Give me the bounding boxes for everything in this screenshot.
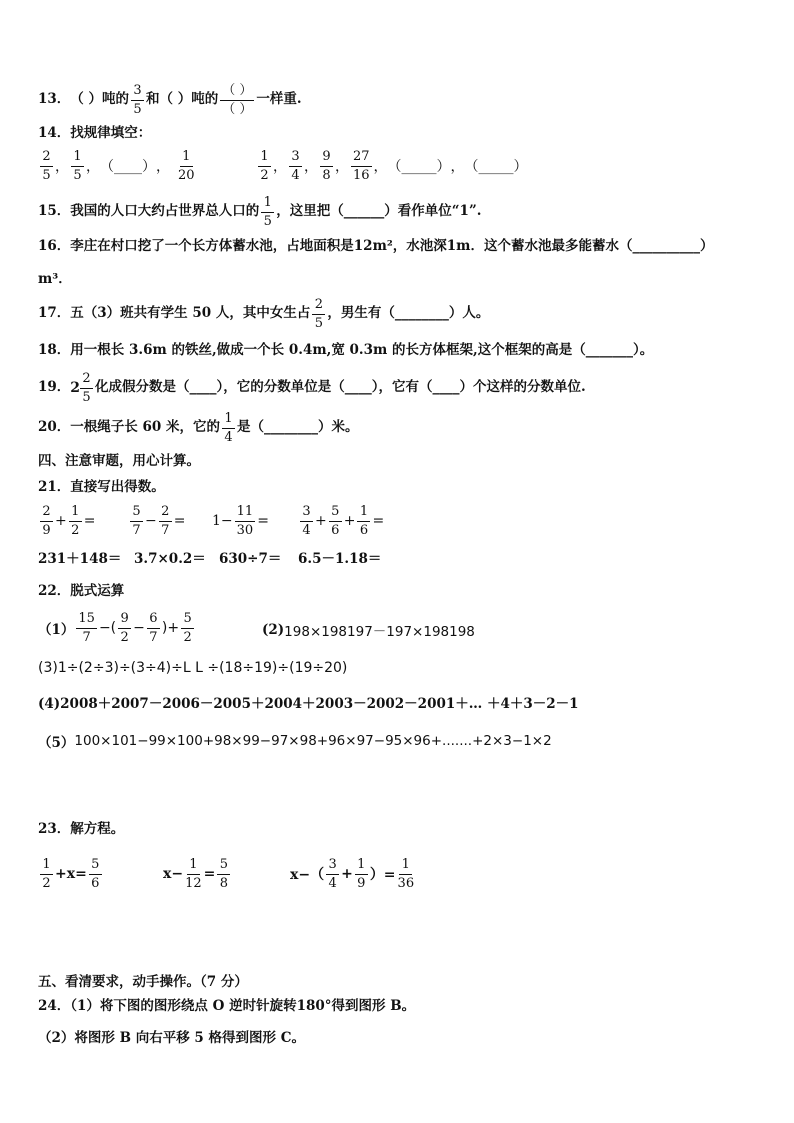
q21e1-op: + [55,513,67,530]
q22p1-frac-d: $\frac{5}{2}$ [181,612,194,644]
q14b-frac-4: 27 16 [353,149,370,183]
q14a-blank: （____） [100,159,156,176]
q14b-frac-2: 3 4 [289,150,302,182]
q23e1-frac-a: 1 2 [40,858,53,890]
q22-part-3: (3)1÷(2÷3)÷(3÷4)÷L L ÷(18÷19)÷(19÷20) [38,660,348,676]
q22p1-frac-a: 15 7 [78,611,95,645]
q21e3-eq: = [257,513,269,530]
q22p2-label: (2) [262,622,285,638]
question-14-title: 14．找规律填空： [38,125,152,141]
question-23-title: 23．解方程。 [38,821,125,837]
q15-fraction: 1 5 [261,196,274,228]
q21-row-2-item-2: 3.7×0.2＝ [134,551,206,567]
q21e1-frac-a: 2 9 [40,505,53,537]
question-19 [38,372,586,404]
q19-whole: 2 [70,380,81,397]
question-20 [38,412,358,444]
section-5-heading: 五、看清要求，动手操作。（7 分） [38,974,248,990]
q13-fraction-2: （ ） （ ） [222,83,253,117]
q19-fraction: 2 5 [80,372,93,404]
q23e2-eq: = [203,866,216,883]
q22p1-op-2: − [133,620,145,637]
q21e4-frac-b: $\frac{5}{6}$ [329,505,342,537]
q19-text: 化成假分数是（____），它的分数单位是（____），它有（____）个这样的分数单位. [95,379,586,396]
q21-expr-3 [212,505,269,537]
q21e4-frac-a: 3 4 [300,505,313,537]
question-21-title: 21．直接写出得数。 [38,479,165,495]
q23e1-mid: +x= [55,866,87,883]
question-16-line-1: 16．李庄在村口挖了一个长方体蓄水池，占地面积是12m²，水池深1m．这个蓄水池最多能蓄水（__________） [38,238,714,254]
q22-part-4: (4)2008＋2007－2006－2005＋2004＋2003－2002－2001＋… ＋4＋3－2－1 [38,696,579,712]
q21e4-op-2: + [343,513,356,530]
q23e2-frac-a: $\frac{1}{12}$ [185,857,202,891]
q21e3-frac: $\frac{11}{30}$ [236,504,254,538]
q21-row-2-item-4: 6.5－1.18＝ [298,551,382,567]
q23-equation-1 [38,858,104,890]
q23e3-pre: x−（ [290,867,325,884]
q21e4-op-1: + [315,513,327,530]
q22p1-op-1: −( [98,620,117,637]
q17-text-1: 17．五（3）班共有学生 50 人，其中女生占 [38,305,311,322]
question-17 [38,298,489,330]
q17-fraction: 2 5 [312,298,325,330]
q15-text-2: ，这里把（______）看作单位“1”. [276,203,482,220]
q21e2-op: − [145,513,157,530]
q22p5-expr: 100×101−99×100+98×99−97×98+96×97−95×96+.......+2×3−1×2 [74,733,552,749]
q22p5-label: （5） [38,735,75,751]
q23e3-post: ）= [369,867,396,884]
question-18: 18．用一根长 3.6m 的铁丝,做成一个长 0.4m,宽 0.3m 的长方体框架,这个框架的高是（_______）。 [38,342,654,358]
q22-part-5 [38,731,552,751]
q19-number: 19． [38,379,71,396]
q21e3-pre: 1− [212,513,233,530]
q23e2-pre: x− [163,866,184,883]
question-16-line-2: m³． [38,271,72,287]
q21-expr-4 [298,505,384,537]
q14a-frac-2: 1 5 [71,150,84,182]
q21-row-2-item-1: 231＋148＝ [38,551,122,567]
question-24-line-1: 24．（1）将下图的图形绕点 O 逆时针旋转180°得到图形 B。 [38,998,416,1014]
q14-sequence-a: 2 5 ， 1 5 ， （____） ， 1 20 [38,150,197,182]
q21e1-frac-b: $\frac{1}{2}$ [69,505,82,537]
q21e2-frac-b: $\frac{2}{7}$ [159,505,172,537]
q17-text-2: ，男生有（________）人。 [327,305,490,322]
q13-text-1: （ ）吨的 [70,91,129,108]
q20-fraction: 1 4 [222,412,235,444]
q14b-blank-1: （_____） [387,159,451,176]
q13-number: 13． [38,91,71,108]
q23-equation-3 [290,858,416,890]
q15-text-1: 15．我国的人口大约占世界总人口的 [38,203,260,220]
q21e4-frac-c: $\frac{1}{6}$ [357,505,370,537]
q21e1-eq: = [83,513,96,530]
q23e3-frac-c: $\frac{1}{36}$ [397,857,415,891]
q21-row-2-item-3: 630÷7＝ [219,551,282,567]
q13-fraction-1: 3 5 [131,84,144,116]
q22-part-1 [38,612,196,644]
q21-expr-2 [128,505,185,537]
q22p2-expr: 198×198197－197×198198 [284,624,475,640]
q13-text-3: 一样重. [256,91,302,108]
q21e2-frac-a: 5 7 [130,505,143,537]
q14-sequence-b: 1 2 ， 3 4 ， 9 8 ， 27 16 ， （_____） ， （_____） [256,150,528,182]
q21-expr-1 [38,505,95,537]
q13-text-2: 和（ ）吨的 [146,91,219,108]
question-13 [38,84,302,116]
q22p1-op-3: )+ [161,620,180,637]
q20-text-1: 20．一根绳子长 60 米，它的 [38,419,220,436]
q23e3-frac-b: $\frac{1}{9}$ [355,858,368,890]
q22p1-frac-c: $\frac{6}{7}$ [147,612,160,644]
q14b-frac-1: 1 2 [258,150,271,182]
q14b-blank-2: （_____） [464,159,528,176]
question-22-title: 22．脱式运算 [38,583,125,599]
q14b-frac-3: 9 8 [320,150,333,182]
q23e2-frac-b: $\frac{5}{8}$ [217,858,230,890]
q23-equation-2 [163,858,232,890]
q20-text-2: 是（________）米。 [236,419,359,436]
q21e4-eq: = [372,513,385,530]
section-4-heading: 四、注意审题，用心计算。 [38,453,200,469]
question-15 [38,196,481,228]
q14a-frac-1: 2 5 [40,150,53,182]
q22-part-2 [262,620,475,640]
q23e1-frac-b: $\frac{5}{6}$ [89,858,102,890]
q23e3-op: + [341,866,353,883]
q23e3-frac-a: 3 4 [326,858,339,890]
q22p1-label: （1） [38,622,75,639]
q21e2-eq: = [173,513,186,530]
q22p1-frac-b: 9 2 [118,612,131,644]
q14a-frac-3: 1 20 [178,149,195,183]
question-24-line-2: （2）将图形 B 向右平移 5 格得到图形 C。 [38,1030,305,1046]
